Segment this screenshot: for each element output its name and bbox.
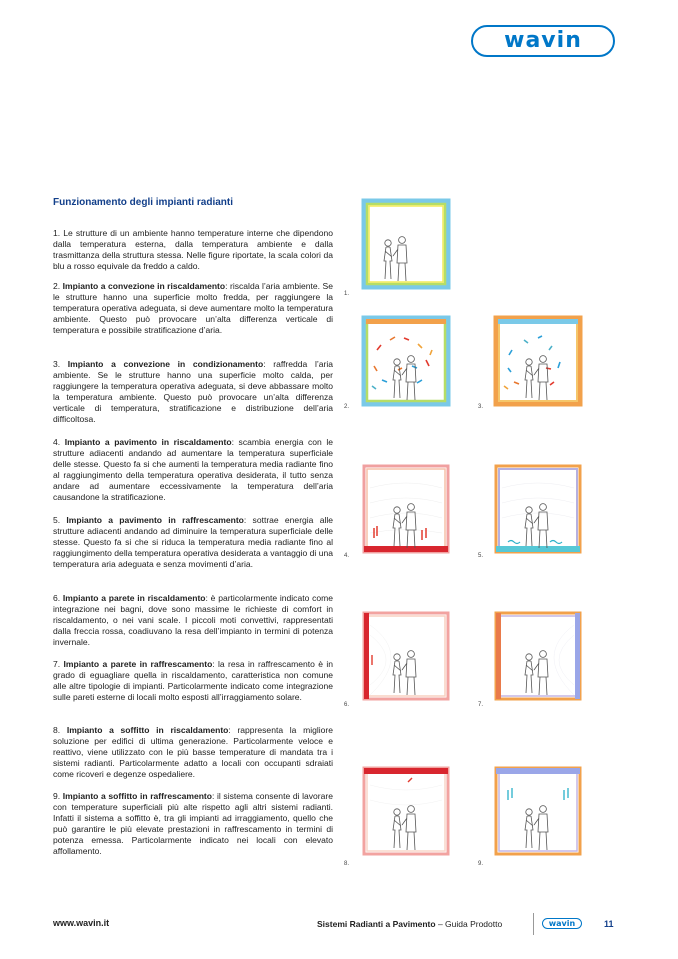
paragraph-number: 1. — [53, 228, 61, 238]
figure-2 — [342, 310, 457, 420]
paragraph-number: 9. — [53, 791, 61, 801]
figure-label: 9. — [478, 861, 484, 867]
footer-divider — [533, 913, 534, 935]
paragraph-text: Le strutture di un ambiente hanno temperature interne che dipendono dalla temperatura esterna, dalla temperatura ambiente e dalla trasmittanza della struttura stessa. Nelle figure riportate, la scala colori da blu a rosso equivale da freddo a caldo. — [53, 228, 334, 272]
footer-title — [317, 919, 502, 929]
figure-label: 3. — [478, 404, 484, 410]
paragraph-text: : rappresenta la migliore soluzione per edifici di ultima generazione. Particolarmente veloce e reattivo, viene utilizzato con le più basse temperature di mandata tra i sistemi radianti. Particolarmente adatto a locali con occupanti sdraiati come ricoveri e degenze ospedaliere. — [53, 725, 334, 780]
paragraph-number: 8. — [53, 725, 61, 735]
figure-9 — [474, 760, 589, 870]
footer-title-bold: Sistemi Radianti a Pavimento — [317, 919, 436, 929]
section-title: Funzionamento degli impianti radianti — [53, 197, 234, 208]
figure-4 — [342, 458, 457, 568]
footer-title-rest: – Guida Prodotto — [435, 919, 503, 929]
paragraph-3 — [53, 359, 333, 426]
paragraph-title: Impianto a parete in riscaldamento — [62, 593, 206, 603]
figure-8 — [342, 760, 457, 870]
paragraph-number: 6. — [53, 593, 61, 603]
footer-url[interactable]: www.wavin.it — [53, 918, 110, 928]
paragraph-1 — [53, 228, 333, 272]
page-number: 11 — [604, 919, 614, 929]
paragraph-6 — [53, 593, 333, 648]
figure-label: 4. — [344, 553, 350, 559]
paragraph-8 — [53, 725, 333, 780]
figure-label: 7. — [478, 702, 484, 708]
paragraph-2 — [53, 281, 333, 336]
figure-label: 6. — [344, 702, 350, 708]
paragraph-text: : il sistema consente di lavorare con temperature superficiali più alte rispetto agli altri sistemi radianti. Infatti il sistema a soffitto è, tra gli impianti ad irraggiamento, quello che può garantire le più elevate prestazioni in raffrescamento in termini di potenza emessa. Particolarmente indicato nei locali con elevato affollamento. — [53, 791, 333, 857]
paragraph-number: 3. — [53, 359, 61, 369]
paragraph-title: Impianto a pavimento in riscaldamento — [64, 437, 232, 447]
figure-3 — [474, 310, 589, 420]
paragraph-9 — [53, 791, 333, 858]
paragraph-title: Impianto a convezione in condizionamento — [67, 359, 264, 369]
figure-label: 1. — [344, 291, 350, 297]
paragraph-number: 5. — [53, 515, 61, 525]
paragraph-title: Impianto a soffitto in raffrescamento — [62, 791, 212, 801]
paragraph-title: Impianto a parete in raffrescamento — [63, 659, 213, 669]
figure-7 — [474, 605, 589, 715]
paragraph-text: : scambia energia con le strutture adiacenti andando ad aumentare la temperatura superficiale delle stesse. Questo fa si che aumenti la temperatura media radiante fino al raggiungimento della temperatura operativa desiderata, il tutto senza andare ad aumentare eccessivamente la temperatura dell’aria causandone la stratificazione. — [53, 437, 333, 503]
figure-6 — [342, 605, 457, 715]
figure-label: 8. — [344, 861, 350, 867]
paragraph-text: : è particolarmente indicato come integrazione nei bagni, dove sono massime le richieste di comfort in riscaldamento, o nei vani scale. I piccoli moti convettivi, rappresentati dalla freccia rossa, coadiuvano la resa dell’impianto in termini di potenza invernale. — [53, 593, 333, 648]
figure-1 — [342, 193, 457, 303]
paragraph-text: : raffredda l’aria ambiente. Se le strutture hanno una superficie molto calda, per raggiungere la temperatura operativa adeguata, si deve abbassare molto la temperatura ambiente. Questo può provocare un’alta differenza verticale di temperatura, stratificazione e distribuzione dell’aria difficoltosa. — [53, 359, 333, 425]
figure-label: 5. — [478, 553, 484, 559]
paragraph-text: : sottrae energia alle strutture adiacenti andando ad diminuire la temperatura superficiale delle stesse. Questo fa si che si riduca la temperatura media radiante fino al raggiungimento della temperatura operativa desiderata a vantaggio di una temperatura aria adeguata e senza movimenti d’aria. — [53, 515, 334, 570]
paragraph-number: 2. — [53, 281, 61, 291]
paragraph-number: 4. — [53, 437, 61, 447]
wavin-logo: wavin — [471, 25, 615, 57]
figure-label: 2. — [344, 404, 350, 410]
figure-5 — [474, 458, 589, 568]
footer-wavin-logo: wavin — [542, 918, 582, 929]
paragraph-title: Impianto a pavimento in raffrescamento — [66, 515, 244, 525]
paragraph-5 — [53, 515, 333, 570]
paragraph-text: : la resa in raffrescamento è in grado di eguagliare quella in riscaldamento, caratteristica non comune alle altre tipologie di impianti. Particolarmente indicato come integrazione sulle pareti esterne di locali molto esposti all’irraggiamento solare. — [53, 659, 333, 703]
paragraph-text: : riscalda l’aria ambiente. Se le strutture hanno una superficie molto fredda, per raggiungere la temperatura operativa adeguata, si deve aumentare molto la temperatura ambiente. Questo può provocare un’alta differenza verticale di temperatura e possibile stratificazione d’aria. — [53, 281, 334, 336]
paragraph-4 — [53, 437, 333, 504]
paragraph-title: Impianto a convezione in riscaldamento — [62, 281, 226, 291]
paragraph-number: 7. — [53, 659, 61, 669]
paragraph-title: Impianto a soffitto in riscaldamento — [66, 725, 229, 735]
paragraph-7 — [53, 659, 333, 703]
